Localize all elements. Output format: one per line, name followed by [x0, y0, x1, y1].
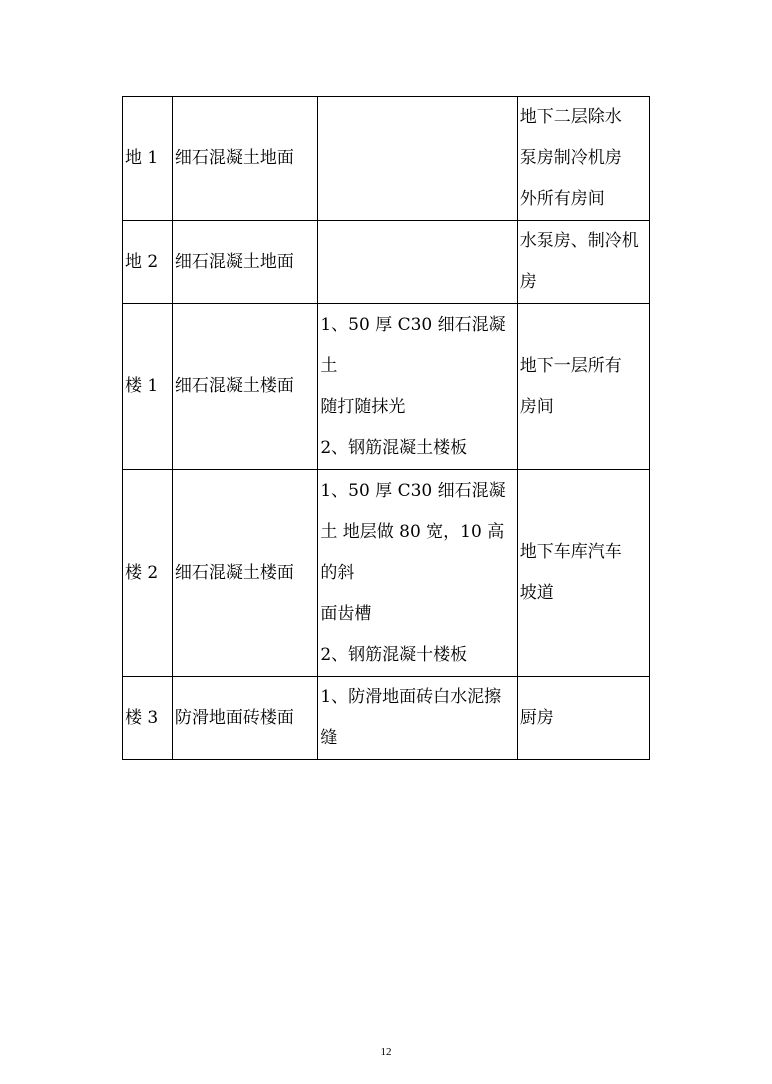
spec-line: 的斜 — [320, 562, 355, 583]
table-row — [123, 470, 650, 677]
floor-finish-table — [122, 96, 650, 760]
table-row — [123, 221, 650, 304]
spec-line: 随打随抹光 — [320, 396, 406, 417]
spec-line: 1、50 厚 C30 细石混凝 — [320, 480, 506, 501]
location-line: 水泵房、制冷机 — [519, 231, 639, 251]
spec-line: 缝 — [320, 728, 338, 748]
row-location — [517, 221, 649, 304]
page-number: 12 — [380, 1046, 392, 1058]
row-code: 地 2 — [123, 221, 173, 304]
spec-line: 土 地层做 80 宽，10 高 — [320, 521, 505, 542]
table-row — [123, 97, 650, 221]
row-name: 细石混凝土楼面 — [172, 304, 317, 470]
location-line: 房 — [519, 272, 537, 292]
row-name: 细石混凝土地面 — [172, 221, 317, 304]
row-name: 细石混凝土楼面 — [172, 470, 317, 677]
location-line: 坡道 — [519, 583, 554, 603]
location-line: 地下车库汽车 — [519, 542, 622, 562]
table-row — [123, 677, 650, 760]
row-location — [517, 97, 649, 221]
spec-line: 2、钢筋混凝土楼板 — [320, 437, 468, 458]
location-line: 房间 — [519, 396, 554, 417]
location-line: 地下二层除水 — [519, 107, 622, 127]
row-location — [517, 304, 649, 470]
spec-line: 2、钢筋混凝十楼板 — [320, 644, 468, 665]
spec-line: 土 — [320, 355, 338, 376]
row-spec — [318, 677, 517, 760]
row-code: 楼 2 — [123, 470, 173, 677]
spec-line: 1、50 厚 C30 细石混凝 — [320, 314, 506, 335]
row-spec — [318, 97, 517, 221]
row-code: 地 1 — [123, 97, 173, 221]
row-name: 细石混凝土地面 — [172, 97, 317, 221]
spec-line: 面齿槽 — [320, 603, 372, 624]
row-location — [517, 677, 649, 760]
spec-line: 1、防滑地面砖白水泥擦 — [320, 687, 502, 707]
row-spec — [318, 221, 517, 304]
location-line: 地下一层所有 — [519, 355, 622, 376]
row-spec — [318, 304, 517, 470]
location-line: 厨房 — [519, 707, 554, 728]
table-row — [123, 304, 650, 470]
row-code: 楼 1 — [123, 304, 173, 470]
location-line: 外所有房间 — [519, 189, 605, 209]
row-code: 楼 3 — [123, 677, 173, 760]
row-location — [517, 470, 649, 677]
location-line: 泵房制冷机房 — [519, 148, 622, 168]
row-spec — [318, 470, 517, 677]
row-name: 防滑地面砖楼面 — [172, 677, 317, 760]
